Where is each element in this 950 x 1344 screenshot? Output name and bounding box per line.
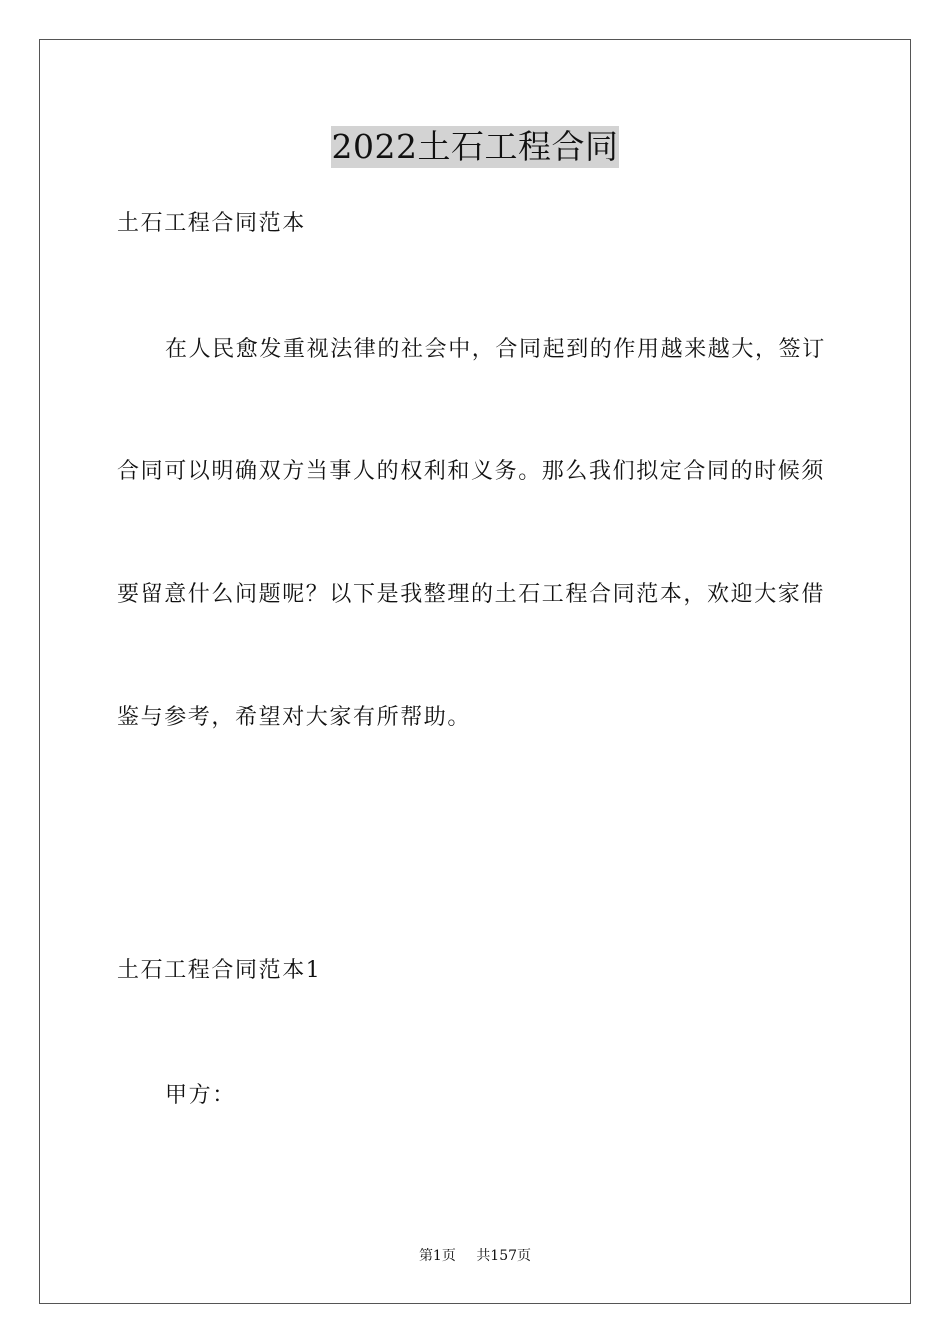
intro-line-4: 鉴与参考，希望对大家有所帮助。 xyxy=(117,705,472,730)
page-number: 第1页 xyxy=(418,1248,456,1264)
title-container xyxy=(0,126,950,168)
page-total: 共157页 xyxy=(476,1248,532,1264)
party-a-label: 甲方： xyxy=(165,1083,236,1108)
document-subtitle: 土石工程合同范本 xyxy=(117,211,306,236)
page-footer xyxy=(0,1247,950,1265)
intro-line-1: 在人民愈发重视法律的社会中，合同起到的作用越来越大，签订 xyxy=(165,337,826,362)
section-heading: 土石工程合同范本1 xyxy=(117,958,322,983)
document-title: 2022土石工程合同 xyxy=(331,127,619,166)
intro-line-3: 要留意什么问题呢？以下是我整理的土石工程合同范本，欢迎大家借 xyxy=(117,582,826,607)
intro-line-2: 合同可以明确双方当事人的权利和义务。那么我们拟定合同的时候须 xyxy=(117,459,826,484)
